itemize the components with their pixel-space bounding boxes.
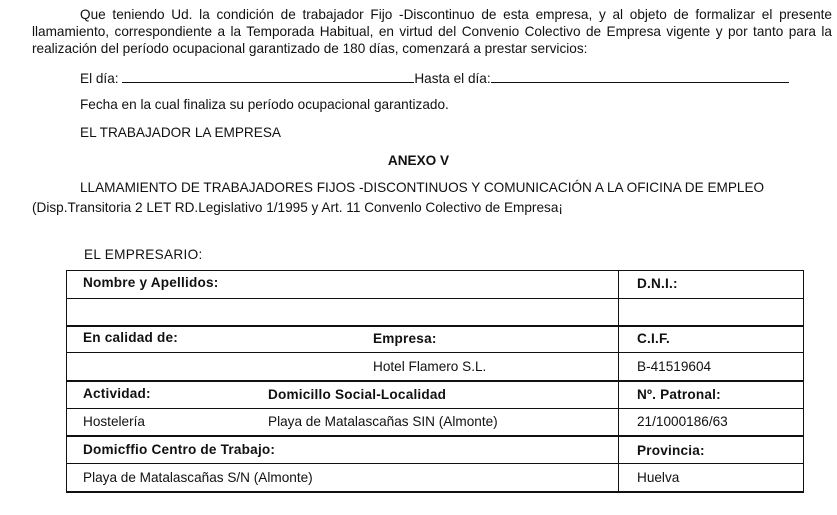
start-date-blank[interactable] — [122, 70, 414, 83]
domicilio-value: Playa de Matalascañas SIN (Almonte) — [268, 414, 498, 429]
end-date-label: Hasta el día: — [414, 71, 491, 86]
provincia-label: Provincia: — [637, 443, 705, 458]
nombre-field[interactable] — [68, 300, 616, 323]
calidad-label: En calidad de: — [83, 330, 178, 345]
dni-label: D.N.I.: — [637, 276, 678, 291]
empresa-label: Empresa: — [373, 331, 437, 346]
cif-value: B-41519604 — [637, 359, 712, 374]
centro-label: Domicffio Centro de Trabajo: — [83, 442, 276, 457]
end-date-note: Fecha en la cual finaliza su período ocupacional garantizado. — [80, 97, 449, 112]
cif-label: C.I.F. — [637, 331, 670, 346]
nombre-label: Nombre y Apellidos: — [83, 275, 219, 290]
patronal-label: Nº. Patronal: — [637, 387, 721, 402]
dni-field[interactable] — [622, 300, 800, 323]
end-date-blank[interactable] — [491, 70, 789, 83]
date-range-line — [80, 70, 789, 86]
annex-heading: LLAMAMIENTO DE TRABAJADORES FIJOS -DISCONTINUOS Y COMUNICACIÓN A LA OFICINA DE EMPLEO — [80, 180, 765, 195]
domicilio-label: Domicillo Social-Localidad — [268, 387, 447, 402]
employer-heading: EL EMPRESARIO: — [84, 247, 203, 262]
intro-paragraph: Que teniendo Ud. la condición de trabajador Fijo -Discontinuo de esta empresa, y al objeto de formalizar el presente llamamiento, correspondiente a la Temporada Habitual, en virtud del Convenio Colectivo de Empresa vigente y por tanto para la realización del período ocupacional garantizado de 180 días, comenzará a prestar servicios: — [32, 7, 832, 56]
actividad-label: Actividad: — [83, 386, 151, 401]
start-date-label: El día: — [80, 71, 119, 86]
annex-title: ANEXO V — [387, 153, 450, 168]
empresa-value: Hotel Flamero S.L. — [373, 359, 487, 374]
centro-value: Playa de Matalascañas S/N (Almonte) — [83, 470, 313, 485]
provincia-value: Huelva — [637, 470, 680, 485]
signatures-line: EL TRABAJADOR LA EMPRESA — [80, 125, 281, 140]
employer-form — [66, 270, 804, 492]
actividad-value: Hostelería — [83, 414, 145, 429]
annex-reference: (Disp.Transitoria 2 LET RD.Legislativo 1/1995 y Art. 11 Convenlo Colectivo de Empresa¡ — [32, 200, 563, 215]
patronal-value: 21/1000186/63 — [637, 414, 728, 429]
